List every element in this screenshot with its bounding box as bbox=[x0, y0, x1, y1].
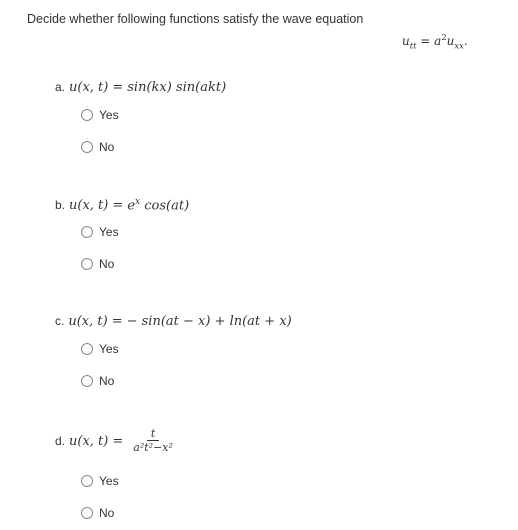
question-d-letter: d. bbox=[55, 434, 66, 448]
radio-button[interactable] bbox=[81, 109, 93, 121]
radio-button[interactable] bbox=[81, 375, 93, 387]
question-d-option-yes[interactable] bbox=[81, 474, 119, 488]
question-c-letter: c. bbox=[55, 314, 65, 328]
radio-button[interactable] bbox=[81, 475, 93, 487]
question-b-rhs-sup: x bbox=[134, 197, 141, 207]
option-label: No bbox=[99, 506, 115, 520]
wave-eq-rhs: u bbox=[446, 34, 455, 48]
question-d bbox=[55, 428, 175, 454]
option-label: Yes bbox=[99, 108, 119, 122]
question-b-option-no[interactable] bbox=[81, 257, 114, 271]
wave-eq-period: . bbox=[463, 34, 468, 48]
question-d-equals: = bbox=[112, 433, 124, 449]
option-label: Yes bbox=[99, 474, 119, 488]
question-b-lhs: u(x, t) bbox=[69, 198, 109, 214]
question-a-letter: a. bbox=[55, 80, 66, 94]
question-d-denominator: a²t²−x² bbox=[133, 441, 173, 454]
option-label: No bbox=[99, 374, 115, 388]
wave-equation bbox=[402, 32, 468, 50]
radio-button[interactable] bbox=[81, 507, 93, 519]
radio-button[interactable] bbox=[81, 226, 93, 238]
option-label: No bbox=[99, 140, 115, 154]
wave-eq-a-sup: 2 bbox=[441, 32, 447, 42]
radio-button[interactable] bbox=[81, 343, 93, 355]
wave-eq-lhs: u bbox=[402, 34, 410, 48]
question-c bbox=[55, 314, 292, 329]
option-label: Yes bbox=[99, 342, 119, 356]
question-c-equals: = bbox=[111, 314, 123, 329]
question-c-rhs: − sin(at − x) + ln(at + x) bbox=[126, 314, 292, 329]
question-a-option-yes[interactable] bbox=[81, 108, 119, 122]
question-a-rhs: sin(kx) sin(akt) bbox=[127, 80, 227, 95]
question-a-equals: = bbox=[112, 80, 124, 95]
question-b-option-yes[interactable] bbox=[81, 225, 119, 239]
question-a-option-no[interactable] bbox=[81, 140, 114, 154]
question-a bbox=[55, 80, 226, 95]
question-prompt: Decide whether following functions satisfy the wave equation bbox=[27, 12, 364, 26]
question-d-option-no[interactable] bbox=[81, 506, 114, 520]
question-c-option-yes[interactable] bbox=[81, 342, 119, 356]
question-b bbox=[55, 197, 189, 213]
question-c-option-no[interactable] bbox=[81, 374, 114, 388]
question-b-equals: = bbox=[112, 198, 124, 214]
question-d-lhs: u(x, t) bbox=[69, 433, 109, 449]
option-label: No bbox=[99, 257, 115, 271]
wave-eq-rhs-sub: xx bbox=[454, 40, 464, 51]
question-a-lhs: u(x, t) bbox=[69, 80, 109, 95]
question-b-letter: b. bbox=[55, 198, 66, 213]
wave-eq-lhs-sub: tt bbox=[409, 40, 417, 51]
wave-eq-equals: = bbox=[416, 34, 435, 48]
wave-eq-a: a bbox=[434, 34, 442, 48]
option-label: Yes bbox=[99, 225, 119, 239]
radio-button[interactable] bbox=[81, 141, 93, 153]
question-d-fraction bbox=[131, 428, 175, 454]
question-d-numerator: t bbox=[147, 428, 159, 441]
radio-button[interactable] bbox=[81, 258, 93, 270]
question-b-rhs-base: e bbox=[127, 198, 135, 214]
question-b-rhs-rest: cos(at) bbox=[140, 198, 190, 214]
question-c-lhs: u(x, t) bbox=[68, 314, 108, 329]
